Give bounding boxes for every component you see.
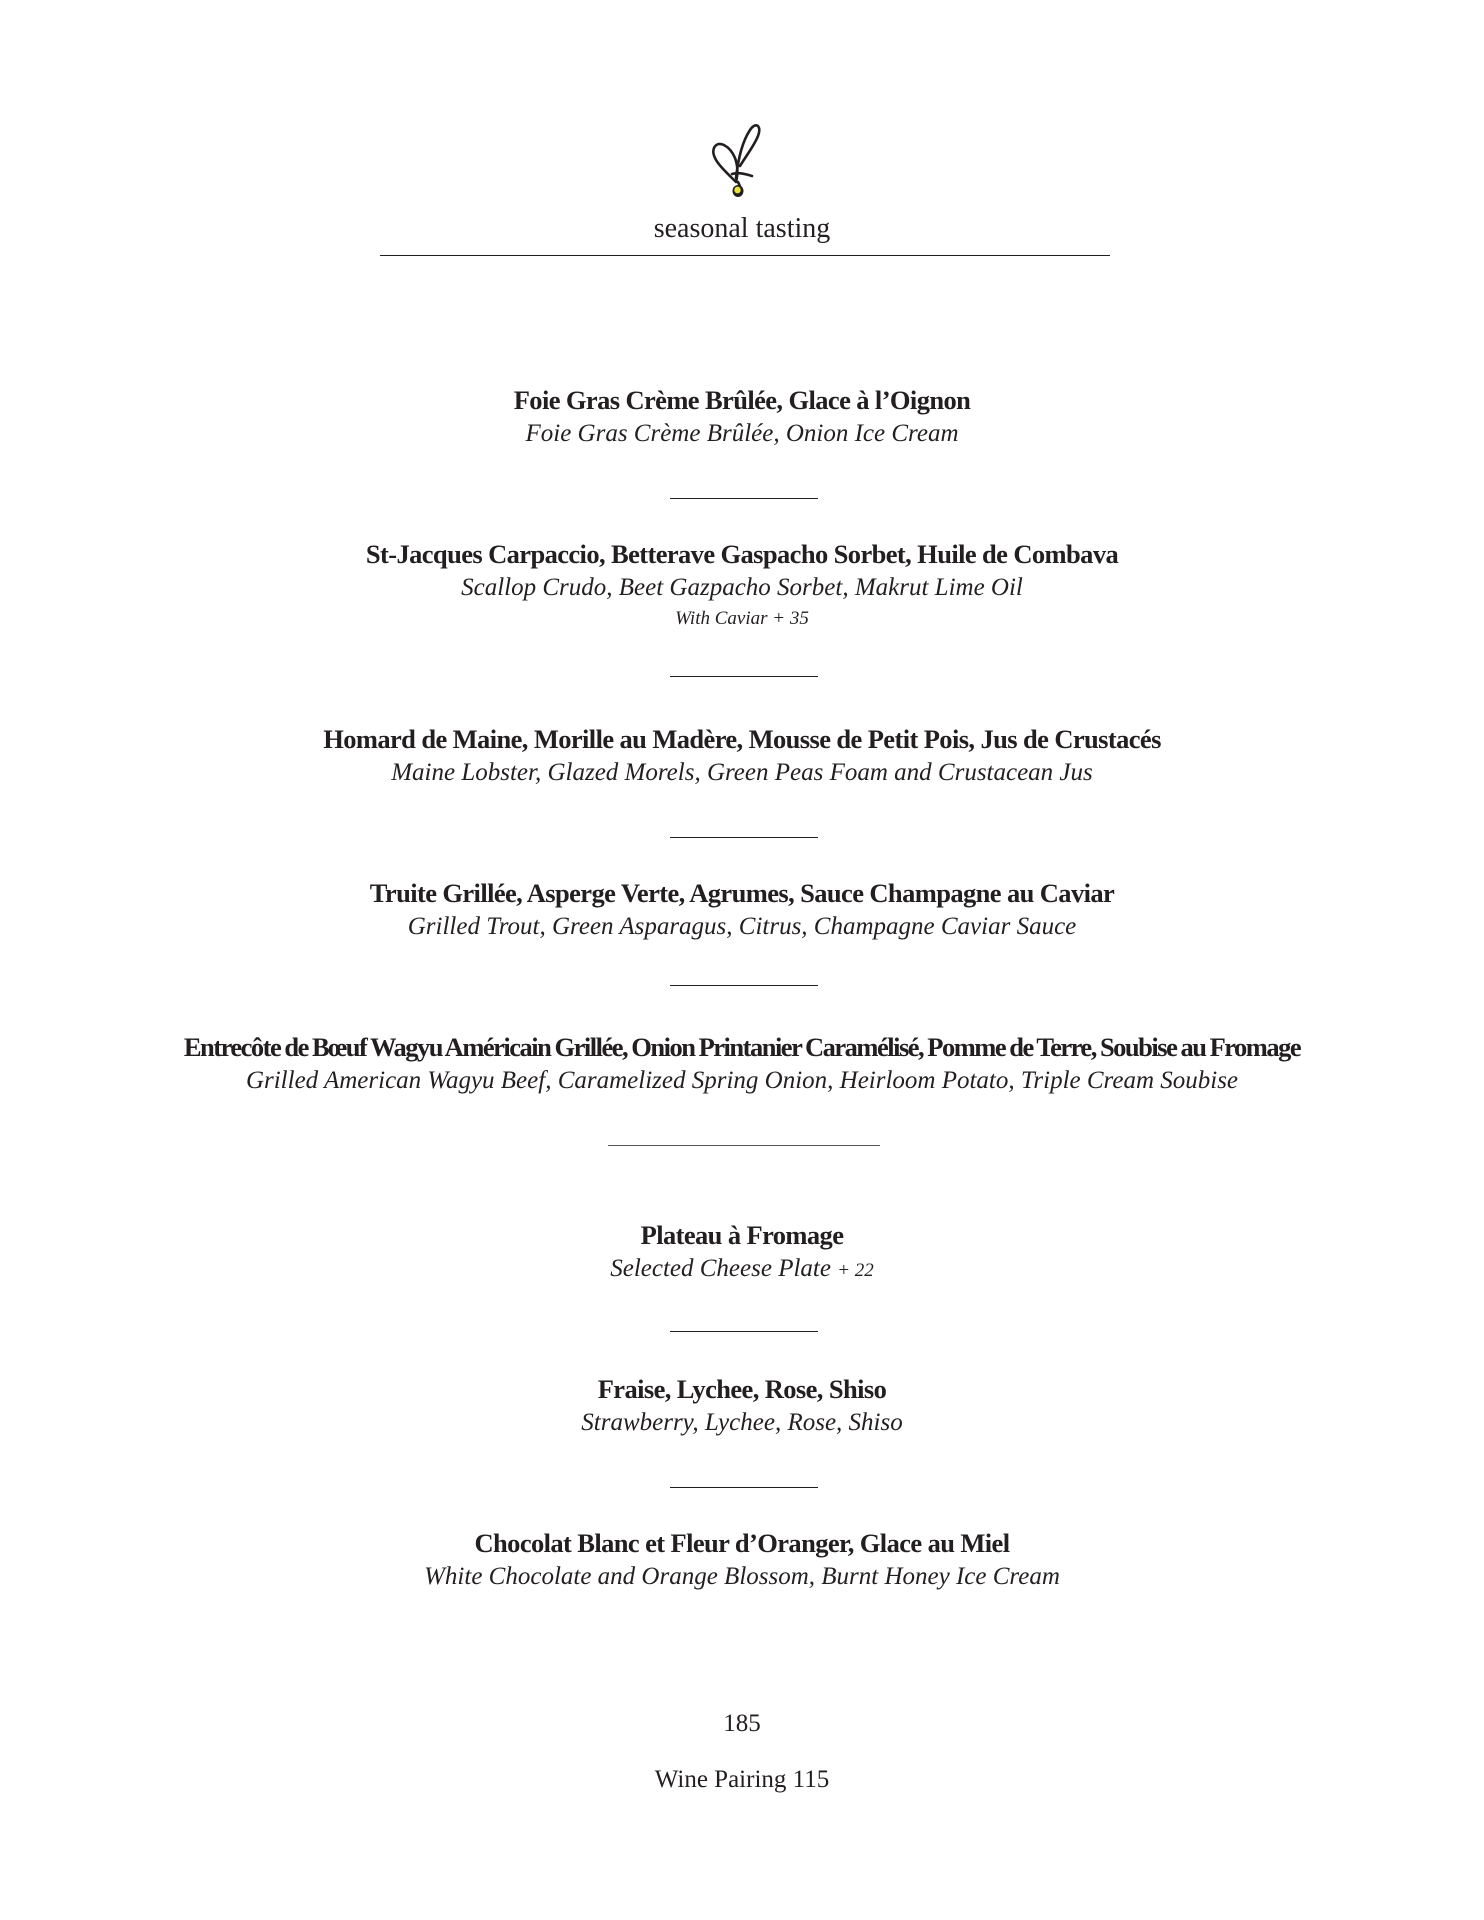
course-3 — [0, 722, 1484, 790]
course-french-name: Truite Grillée, Asperge Verte, Agrumes, Sauce Champagne au Caviar — [369, 878, 1115, 908]
menu-title: seasonal tasting — [653, 213, 831, 244]
course-divider — [670, 985, 818, 986]
course-english-name: White Chocolate and Orange Blossom, Burnt Honey Ice Cream — [424, 1563, 1060, 1590]
course-english-name-line — [0, 1252, 1484, 1288]
course-divider — [670, 1487, 818, 1488]
course-6 — [0, 1218, 1484, 1288]
course-divider — [670, 837, 818, 838]
course-7 — [0, 1372, 1484, 1440]
course-english-name: Strawberry, Lychee, Rose, Shiso — [581, 1409, 903, 1436]
course-4 — [0, 876, 1484, 944]
course-english-name: Grilled American Wagyu Beef, Caramelized Spring Onion, Heirloom Potato, Triple Cream Soubise — [245, 1067, 1239, 1094]
course-english-name: Selected Cheese Plate — [610, 1255, 831, 1282]
caviar-supplement: With Caviar + 35 — [675, 608, 809, 629]
section-divider — [608, 1145, 880, 1146]
course-2 — [0, 537, 1484, 633]
course-french-name: Chocolat Blanc et Fleur d’Oranger, Glace au Miel — [474, 1528, 1010, 1558]
course-5 — [0, 1030, 1484, 1098]
course-english-name: Maine Lobster, Glazed Morels, Green Peas Foam and Crustacean Jus — [391, 759, 1093, 786]
course-english-name: Scallop Crudo, Beet Gazpacho Sorbet, Makrut Lime Oil — [461, 574, 1023, 601]
cheese-supplement: + 22 — [837, 1260, 874, 1281]
course-divider — [670, 676, 818, 677]
header-divider — [380, 255, 1110, 256]
course-french-name: Plateau à Fromage — [640, 1220, 844, 1250]
course-french-name: Foie Gras Crème Brûlée, Glace à l’Oignon — [513, 385, 971, 415]
bee-logo-icon — [702, 112, 782, 202]
course-divider — [670, 1331, 818, 1332]
course-french-name: Entrecôte de Bœuf Wagyu Américain Grillée, Onion Printanier Caramélisé, Pomme de Terre, Soubise au Fromage — [183, 1032, 1301, 1062]
wine-pairing-price: Wine Pairing 115 — [654, 1766, 830, 1793]
course-8 — [0, 1526, 1484, 1594]
course-english-name: Foie Gras Crème Brûlée, Onion Ice Cream — [525, 420, 959, 447]
course-english-name: Grilled Trout, Green Asparagus, Citrus, Champagne Caviar Sauce — [407, 913, 1077, 940]
course-french-name: Fraise, Lychee, Rose, Shiso — [597, 1374, 887, 1404]
course-french-name: Homard de Maine, Morille au Madère, Mousse de Petit Pois, Jus de Crustacés — [323, 724, 1161, 754]
course-divider — [670, 498, 818, 499]
course-1 — [0, 383, 1484, 451]
course-french-name: St-Jacques Carpaccio, Betterave Gaspacho Sorbet, Huile de Combava — [365, 539, 1119, 569]
menu-price: 185 — [723, 1710, 761, 1737]
